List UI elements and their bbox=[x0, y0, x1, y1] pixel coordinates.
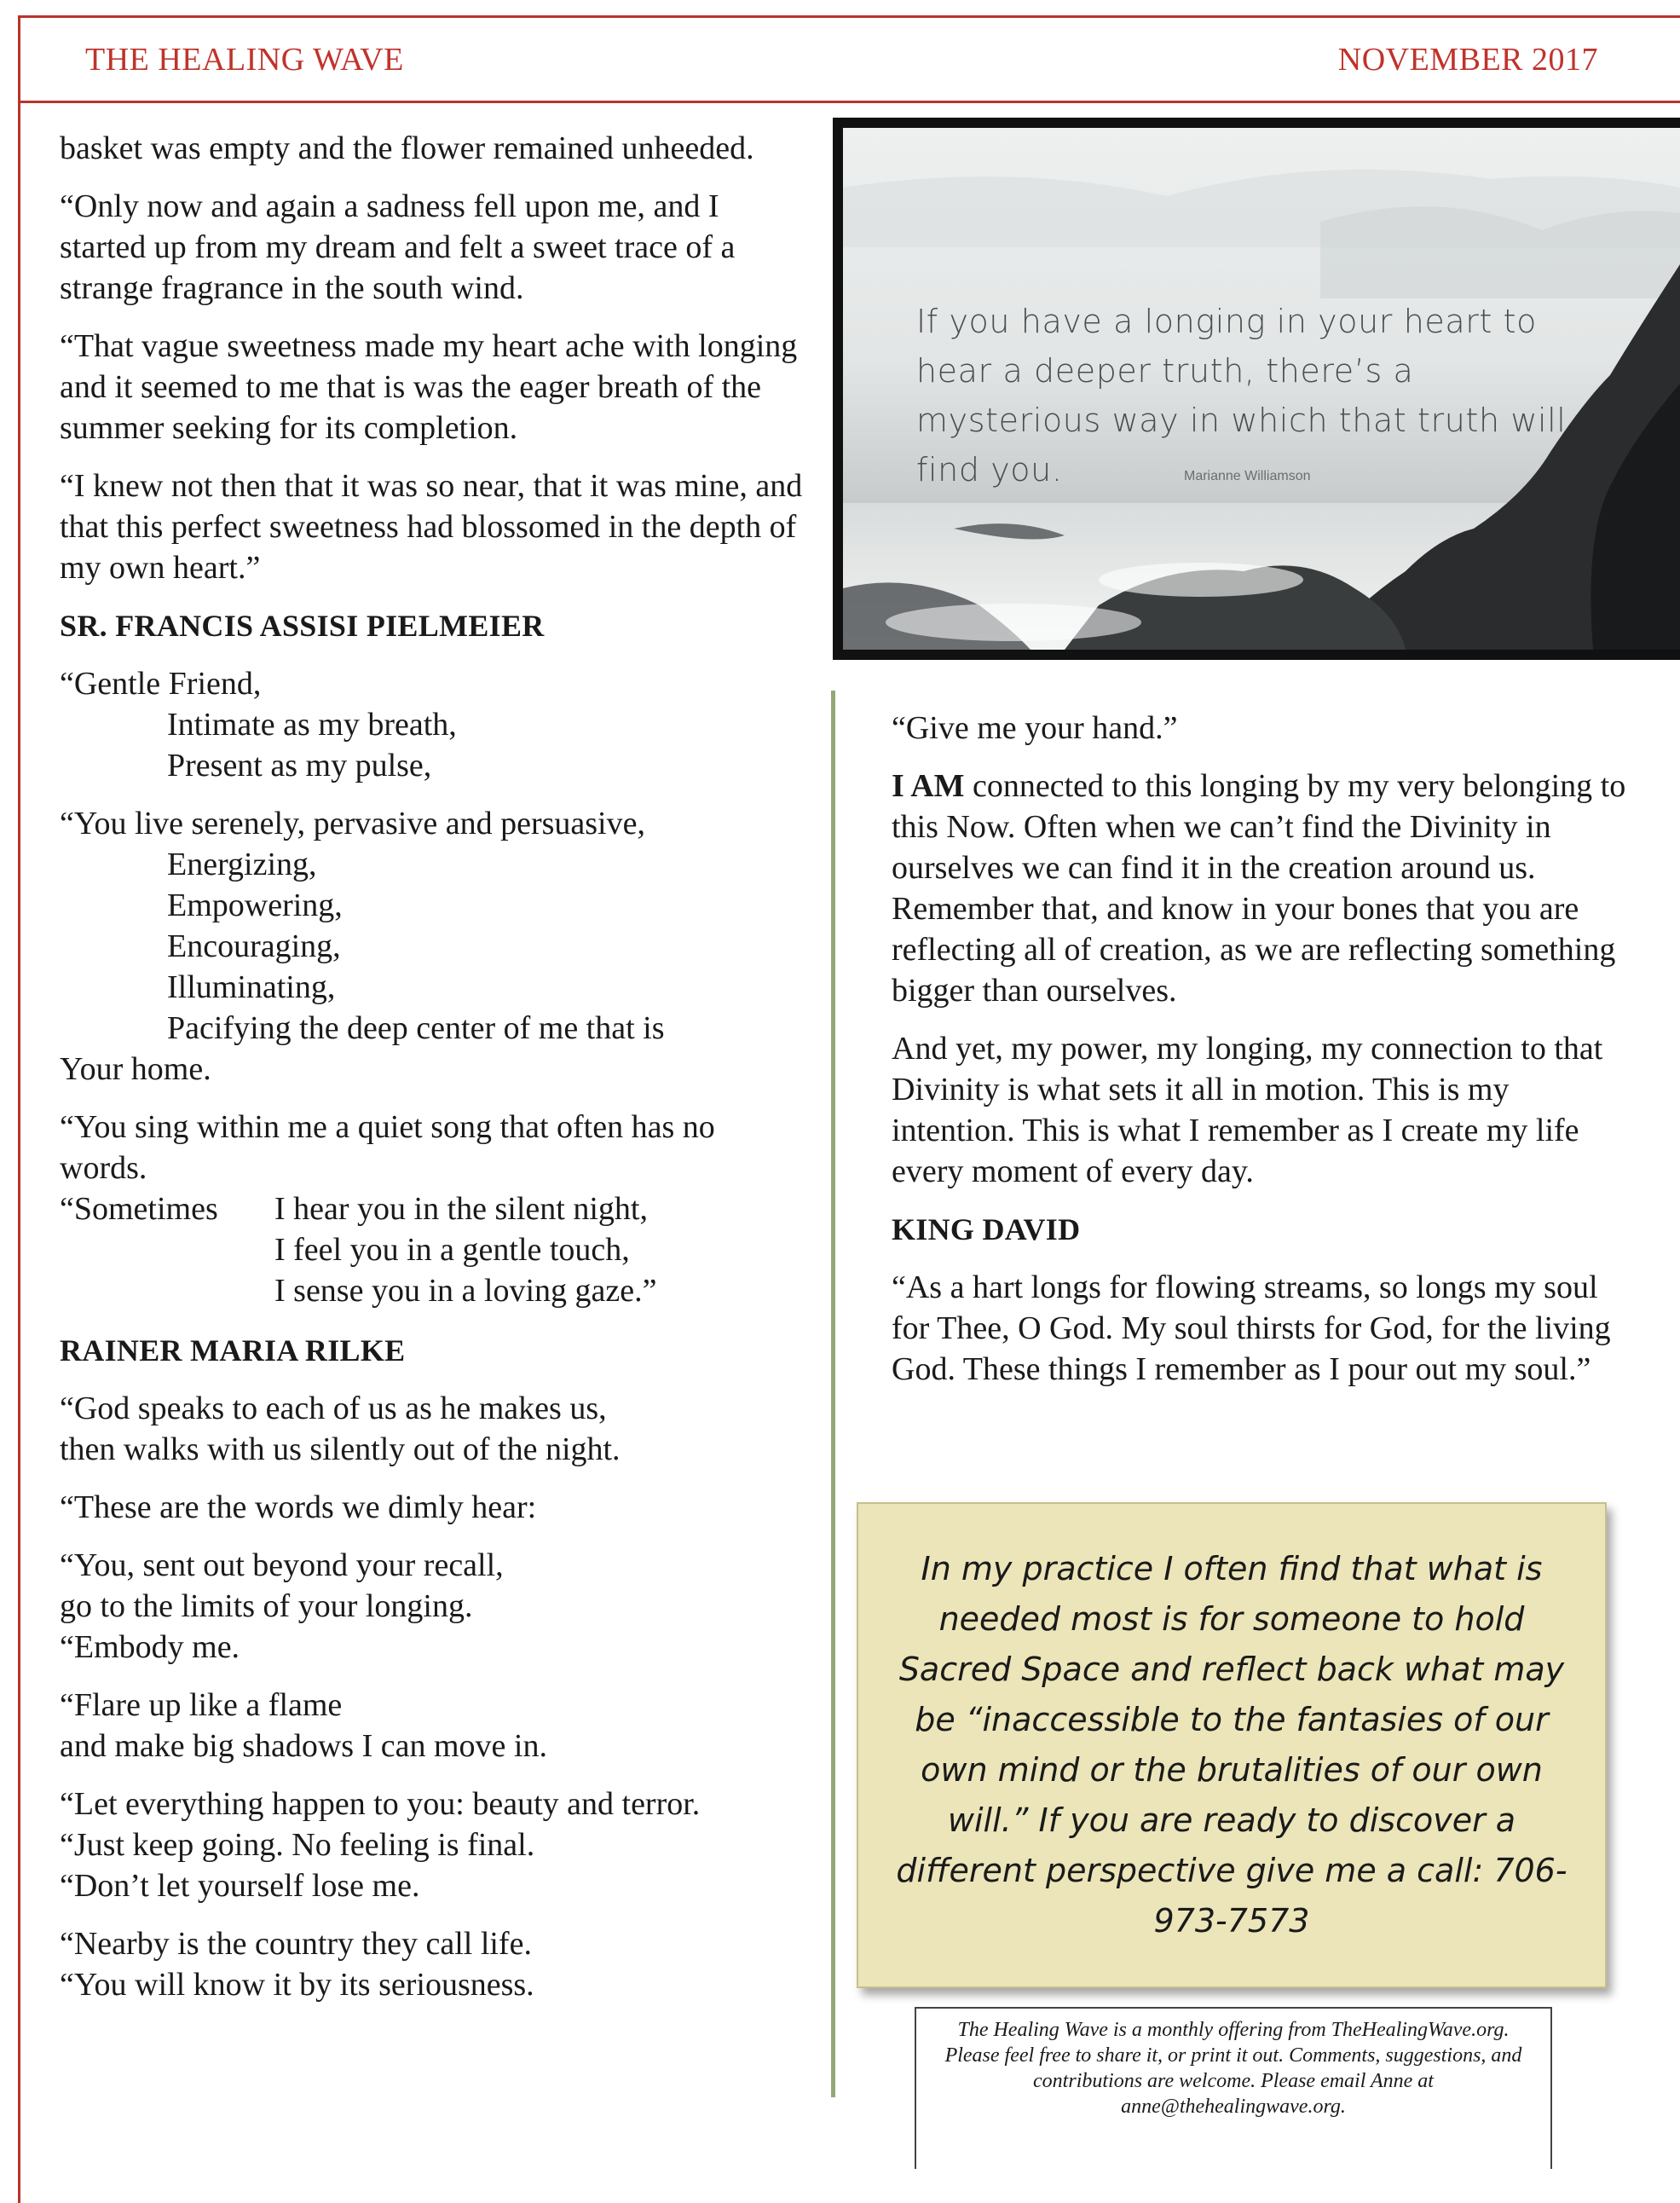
footer-note: The Healing Wave is a monthly offering from TheHealingWave.org. Please feel free to share it, or print it out. Comments, suggestions, and contributions are welcome. Please email Anne at anne@thehealingwave.org. bbox=[915, 2007, 1552, 2169]
poem-line: Intimate as my breath, bbox=[167, 707, 457, 743]
paragraph bbox=[892, 766, 1633, 1011]
issue-date: NOVEMBER 2017 bbox=[1337, 42, 1598, 78]
left-column bbox=[60, 128, 810, 2022]
right-column bbox=[892, 708, 1633, 1407]
bold-lead: I AM bbox=[892, 768, 965, 804]
section-heading-rilke: RAINER MARIA RILKE bbox=[60, 1333, 406, 1367]
poem-line: “Let everything happen to you: beauty and terror. bbox=[60, 1786, 701, 1822]
poem-line: I sense you in a loving gaze.” bbox=[274, 1273, 657, 1309]
poem-line: Pacifying the deep center of me that is bbox=[167, 1010, 665, 1046]
poem-line bbox=[60, 1188, 810, 1229]
callout-text: In my practice I often find that what is needed most is for someone to hold Sacred Space and reflect back what may be “inaccessible to the fantasies of our own mind or the brutalities of our own will.” If you are ready to discover a different perspective give me a call: 706-973-7573 bbox=[896, 1550, 1567, 1940]
paragraph: “Give me your hand.” bbox=[892, 710, 1178, 746]
header-rule bbox=[18, 101, 1680, 103]
poem-line: “Nearby is the country they call life. bbox=[60, 1926, 532, 1962]
section-heading-king-david: KING DAVID bbox=[892, 1212, 1081, 1246]
poem-stanza bbox=[60, 1107, 810, 1311]
section-heading-francis: SR. FRANCIS ASSISI PIELMEIER bbox=[60, 609, 545, 643]
poem-stanza bbox=[60, 1685, 810, 1766]
poem-line: “You live serenely, pervasive and persuasive, bbox=[60, 806, 645, 841]
column-divider bbox=[831, 691, 835, 2097]
poem-stanza bbox=[60, 1784, 810, 1906]
poem-line: “God speaks to each of us as he makes us, bbox=[60, 1391, 607, 1426]
poem-line: “Don’t let yourself lose me. bbox=[60, 1868, 420, 1904]
poem-line: then walks with us silently out of the night. bbox=[60, 1431, 621, 1467]
paragraph: “Only now and again a sadness fell upon me, and I started up from my dream and felt a sweet trace of a strange fragrance in the south wind. bbox=[60, 188, 736, 306]
quote-photo bbox=[833, 118, 1680, 660]
poem-line: “You sing within me a quiet song that often has no words. bbox=[60, 1109, 715, 1186]
quote-text: If you have a longing in your heart to hear a deeper truth, there’s a mysterious way in which that truth will find you. bbox=[916, 303, 1567, 489]
callout-box bbox=[857, 1502, 1607, 1988]
poem-line: and make big shadows I can move in. bbox=[60, 1728, 547, 1764]
paragraph: And yet, my power, my longing, my connection to that Divinity is what sets it all in motion. This is my intention. This is what I remember as I create my life every moment of every day. bbox=[892, 1031, 1603, 1189]
poem-stanza bbox=[60, 1923, 810, 2005]
poem-line: Illuminating, bbox=[167, 969, 336, 1005]
poem-line: I feel you in a gentle touch, bbox=[274, 1232, 630, 1268]
poem-stanza bbox=[60, 1388, 810, 1470]
paragraph: “I knew not then that it was so near, that it was mine, and that this perfect sweetness had blossomed in the depth of my own heart.” bbox=[60, 468, 803, 586]
poem-line: “Gentle Friend, bbox=[60, 666, 262, 702]
paragraph: “As a hart longs for flowing streams, so longs my soul for Thee, O God. My soul thirsts for God, for the living God. These things I remember as I pour out my soul.” bbox=[892, 1269, 1611, 1387]
poem-word: “Sometimes bbox=[60, 1191, 218, 1227]
paragraph-text: connected to this longing by my very belonging to this Now. Often when we can’t find the Divinity in ourselves we can find it in the creation around us. Remember that, and know in your bones that you are reflecting all of creation, as we are reflecting something bigger than ourselves. bbox=[892, 768, 1626, 1009]
poem-stanza bbox=[60, 663, 810, 786]
misty-coast-image bbox=[843, 128, 1680, 650]
poem-stanza bbox=[60, 803, 810, 1090]
poem-line: Energizing, bbox=[167, 847, 317, 882]
poem-line: “You, sent out beyond your recall, bbox=[60, 1547, 504, 1583]
quote-author: Marianne Williamson bbox=[1184, 469, 1311, 483]
poem-line: Your home. bbox=[60, 1051, 211, 1087]
poem-line: “Just keep going. No feeling is final. bbox=[60, 1827, 535, 1863]
poem-line: Encouraging, bbox=[167, 928, 341, 964]
poem-text: I hear you in the silent night, bbox=[274, 1191, 648, 1227]
poem-line: “You will know it by its seriousness. bbox=[60, 1967, 534, 2003]
paragraph: basket was empty and the flower remained unheeded. bbox=[60, 130, 754, 166]
poem-line: “Flare up like a flame bbox=[60, 1687, 343, 1723]
poem-line: “Embody me. bbox=[60, 1629, 240, 1665]
paragraph: “That vague sweetness made my heart ache with longing and it seemed to me that is was the eager breath of the summer seeking for its completion. bbox=[60, 328, 798, 446]
newsletter-title: THE HEALING WAVE bbox=[85, 42, 404, 78]
poem-line: go to the limits of your longing. bbox=[60, 1588, 473, 1624]
poem-line: Present as my pulse, bbox=[167, 748, 432, 783]
poem-line: “These are the words we dimly hear: bbox=[60, 1489, 537, 1525]
poem-line: Empowering, bbox=[167, 888, 343, 923]
poem-stanza bbox=[60, 1545, 810, 1668]
poem-stanza bbox=[60, 1487, 810, 1528]
